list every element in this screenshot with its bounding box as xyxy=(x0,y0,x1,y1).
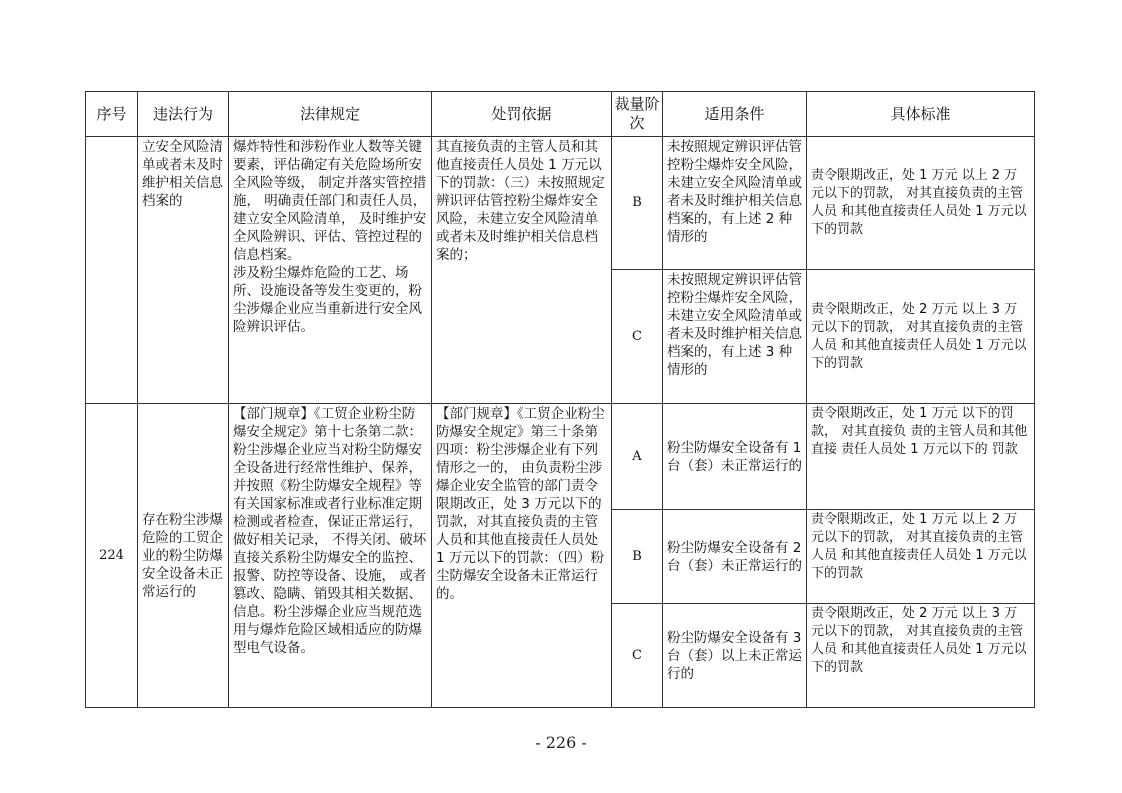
header-seq: 序号 xyxy=(86,92,138,137)
condition-cell: 未按照规定辨识评估管控粉尘爆炸安全风险，未建立安全风险清单或者未及时维护相关信息档案的，有上述 3 种情形的 xyxy=(663,270,807,404)
header-basis: 处罚依据 xyxy=(432,92,612,137)
header-law: 法律规定 xyxy=(229,92,432,137)
table-row xyxy=(86,404,1035,510)
level-cell: C xyxy=(612,604,663,708)
penalty-table xyxy=(85,91,1035,708)
standard-cell: 责令限期改正，处 1 万元 以上 2 万元以下的罚款， 对其直接负责的主管人员 和其他直接责任人员处 1 万元以下的罚款 xyxy=(807,137,1035,270)
standard-cell: 责令限期改正，处 1 万元 以下的罚款， 对其直接负 责的主管人员和其他直接 责任人员处 1 万元以下的 罚款 xyxy=(807,404,1035,510)
condition-cell: 粉尘防爆安全设备有 1 台（套）未正常运行的 xyxy=(663,404,807,510)
law-cell: 爆炸特性和涉粉作业人数等关键要素，评估确定有关危险场所安全风险等级， 制定并落实管控措施， 明确责任部门和责任人员， 建立安全风险清单， 及时维护安全风险辨识、评估、管控过程的信息档案。 涉及粉尘爆炸危险的工艺、场所、设施设备等发生变更的，粉尘涉爆企业应当重新进行安全风险辨识评估。 xyxy=(229,137,432,404)
level-cell: C xyxy=(612,270,663,404)
basis-cell: 【部门规章】《工贸企业粉尘防爆安全规定》第三十条第四项：粉尘涉爆企业有下列情形之一的， 由负责粉尘涉爆企业安全监管的部门责令限期改正，处 3 万元以下的罚款，对其直接负责的主管人员和其他直接责任人员处 1 万元以下的罚款：（四）粉尘防爆安全设备未正常运行的。 xyxy=(432,404,612,708)
level-cell: B xyxy=(612,510,663,604)
standard-cell: 责令限期改正，处 1 万元 以上 2 万元以下的罚款， 对其直接负责的主管人员 和其他直接责任人员处 1 万元以下的罚款 xyxy=(807,510,1035,604)
act-cell: 立安全风险清单或者未及时维护相关信息档案的 xyxy=(138,137,229,404)
seq-cell: 224 xyxy=(86,404,138,708)
page-number: - 226 - xyxy=(535,733,587,752)
standard-cell: 责令限期改正，处 2 万元 以上 3 万元以下的罚款， 对其直接负责的主管人员 和其他直接责任人员处 1 万元以下的罚款 xyxy=(807,604,1035,708)
standard-cell: 责令限期改正，处 2 万元 以上 3 万元以下的罚款， 对其直接负责的主管人员 和其他直接责任人员处 1 万元以下的罚款 xyxy=(807,270,1035,404)
level-cell: B xyxy=(612,137,663,270)
act-cell: 存在粉尘涉爆危险的工贸企业的粉尘防爆安全设备未正常运行的 xyxy=(138,404,229,708)
header-level: 裁量阶次 xyxy=(612,92,663,137)
level-cell: A xyxy=(612,404,663,510)
seq-cell xyxy=(86,137,138,404)
header-act: 违法行为 xyxy=(138,92,229,137)
condition-cell: 粉尘防爆安全设备有 3 台（套）以上未正常运行的 xyxy=(663,604,807,708)
condition-cell: 未按照规定辨识评估管控粉尘爆炸安全风险，未建立安全风险清单或者未及时维护相关信息档案的，有上述 2 种情形的 xyxy=(663,137,807,270)
table-row xyxy=(86,137,1035,270)
basis-cell: 其直接负责的主管人员和其他直接责任人员处 1 万元以下的罚款：（三）未按照规定辨识评估管控粉尘爆炸安全风险，未建立安全风险清单或者未及时维护相关信息档案的； xyxy=(432,137,612,404)
header-standard: 具体标准 xyxy=(807,92,1035,137)
law-cell: 【部门规章】《工贸企业粉尘防爆安全规定》第十七条第二款：粉尘涉爆企业应当对粉尘防爆安全设备进行经常性维护、保养， 并按照《粉尘防爆安全规程》等有关国家标准或者行业标准定期检测或者检查，保证正常运行，做好相关记录， 不得关闭、破坏直接关系粉尘防爆安全的监控、报警、防控等设备、设施， 或者篡改、隐瞒、销毁其相关数据、信息。粉尘涉爆企业应当规范选用与爆炸危险区域相适应的防爆型电气设备。 xyxy=(229,404,432,708)
condition-cell: 粉尘防爆安全设备有 2 台（套）未正常运行的 xyxy=(663,510,807,604)
header-row xyxy=(86,92,1035,137)
header-condition: 适用条件 xyxy=(663,92,807,137)
